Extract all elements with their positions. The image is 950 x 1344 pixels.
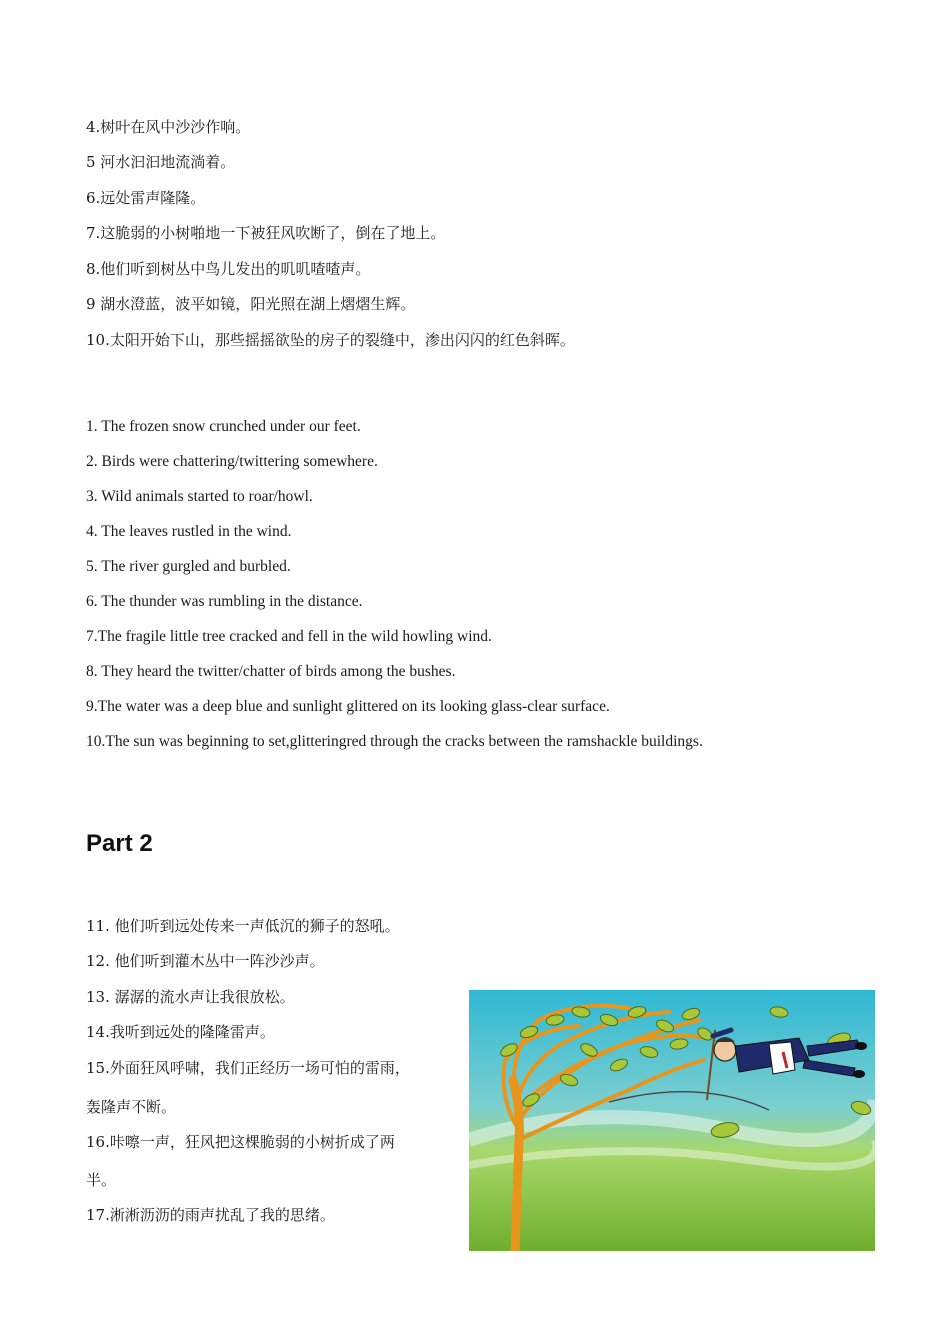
zh-sentence-16: 16.咔嚓一声，狂风把这棵脆弱的小树折成了两 [86,1133,395,1151]
zh-sentence-11: 11. 他们听到远处传来一声低沉的狮子的怒吼。 [86,917,400,935]
en-sentence-5: 5. The river gurgled and burbled. [86,558,291,575]
en-sentence-2: 2. Birds were chattering/twittering somewhere. [86,453,378,470]
en-sentence-7: 7.The fragile little tree cracked and fell in the wild howling wind. [86,628,492,645]
zh-sentence-6: 6.远处雷声隆隆。 [86,189,206,207]
part2-heading: Part 2 [86,830,153,857]
en-sentence-1: 1. The frozen snow crunched under our feet. [86,418,361,435]
zh-sentence-15: 15.外面狂风呼啸，我们正经历一场可怕的雷雨， [86,1059,410,1077]
zh-sentence-13: 13. 潺潺的流水声让我很放松。 [86,988,295,1006]
en-sentence-3: 3. Wild animals started to roar/howl. [86,488,313,505]
zh-sentence-12: 12. 他们听到灌木丛中一阵沙沙声。 [86,952,325,970]
en-sentence-10: 10.The sun was beginning to set,glitteringred through the cracks between the ramshackle buildings. [86,733,703,750]
zh-sentence-15-cont: 轰隆声不断。 [86,1098,177,1116]
zh-sentence-10: 10.太阳开始下山，那些摇摇欲坠的房子的裂缝中，渗出闪闪的红色斜晖。 [86,331,575,349]
en-sentence-4: 4. The leaves rustled in the wind. [86,523,292,540]
zh-sentence-7: 7.这脆弱的小树啪地一下被狂风吹断了，倒在了地上。 [86,224,446,242]
en-sentence-9: 9.The water was a deep blue and sunlight glittered on its looking glass-clear surface. [86,698,610,715]
zh-sentence-8: 8.他们听到树丛中鸟儿发出的叽叽喳喳声。 [86,260,371,278]
windblown-tree-illustration [469,990,875,1251]
zh-sentence-16-cont: 半。 [86,1171,117,1189]
cartoon-man-clinging-to-windblown-tree-icon [469,990,875,1251]
zh-sentence-9: 9 湖水澄蓝，波平如镜，阳光照在湖上熠熠生辉。 [86,295,416,313]
en-sentence-6: 6. The thunder was rumbling in the distance. [86,593,363,610]
zh-sentence-4: 4.树叶在风中沙沙作响。 [86,118,251,136]
en-sentence-8: 8. They heard the twitter/chatter of birds among the bushes. [86,663,456,680]
zh-sentence-14: 14.我听到远处的隆隆雷声。 [86,1023,275,1041]
zh-sentence-17: 17.淅淅沥沥的雨声扰乱了我的思绪。 [86,1206,335,1224]
zh-sentence-5: 5 河水汩汩地流淌着。 [86,153,236,171]
